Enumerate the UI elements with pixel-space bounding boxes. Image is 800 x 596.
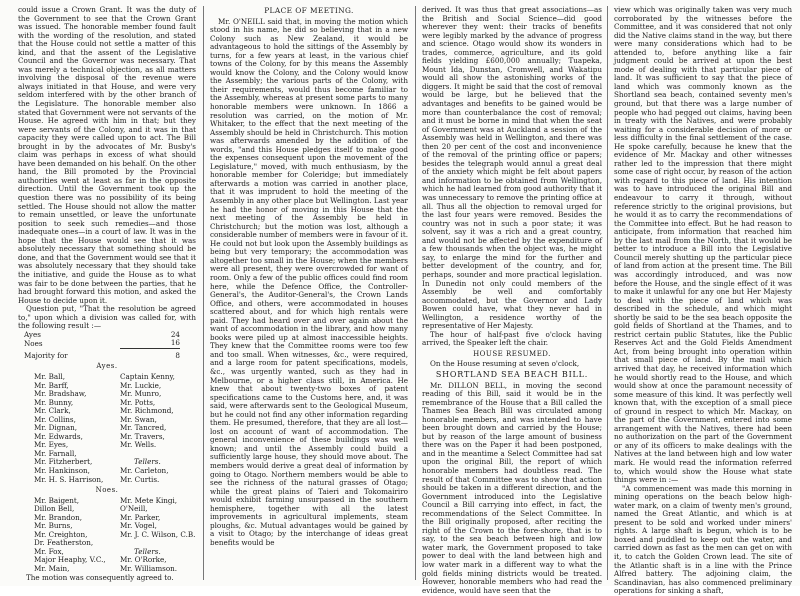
member-name: Mr. O'Rorke, [120,555,167,565]
member-name: Mr. Munro, [120,389,162,399]
member-name: Mr. Baigent, [34,495,80,505]
ayes-left-list [34,373,120,484]
section-heading: PLACE OF MEETING. [264,6,354,15]
member-name: Mr. Eyes, [34,440,69,450]
member-name: Mr. Clark, [34,406,71,416]
member-name: Major Heaphy, V.C., [34,555,106,565]
member-name: Captain Kenny, [120,371,175,381]
column-rule [607,6,608,580]
member-name: Mr. Hankinson, [34,465,90,475]
member-name: Mr. H. S. Harrison, [34,474,104,484]
column-3 [422,5,602,595]
member-name: Mr. Ball, [34,371,66,381]
resumed-heading: HOUSE RESUMED. [473,349,551,358]
member-name: Mr. Farnall, [34,448,77,458]
member-name: Mr. Richmond, [120,406,174,416]
member-name: Mr. Brandon, [34,512,83,522]
paragraph: could issue a Crown Grant. It was the duty of the Government to see that the Crown Grant was issued. The honorable member found fault with the wording of the resolution, and stated that the House could not settle a matter of this kind, and that the assent of the Legislative Council and the Governor was necessary. That was merely a technical objection, as all matters involving the disposal of the revenue were always initiated in that House, and were very seldom interfered with by the other branch of the Legislature. The honorable member also stated that Government were not servants of the House. He agreed with him in that; but they were servants of the Colony, and it was in that capacity they were called upon to act. The Bill brought in by the advocates of Mr. Busby's claim was perhaps in excess of what should have been demanded on his behalf. On the other hand, the Bill promoted by the Provincial authorities went at least as far in the opposite direction. Until the Government took up the question there was no possibility of its being settled. The House should not allow the matter to remain unsettled, or leave the unfortunate position to seek such remedies—and those inadequate ones—in a court of law. It was in the hope that the House would see that it was absolutely necessary that something should be done, and that the Government would see that it was absolutely necessary that they should take the initiative, and guide the House as to what was fair to be done between the parties, that he had brought forward this motion, and asked the House to decide upon it. [18,5,196,305]
member-name: Mr. Barff, [34,380,69,390]
paragraph: On the House resuming at seven o'clock, [430,359,580,369]
member-name: Mr. Dignan, [34,423,78,433]
ayes-names [34,373,196,484]
member-name: Mr. Bradshaw, [34,389,87,399]
member-name: Tellers. [134,457,161,467]
member-name: Mr. Main, [34,564,70,573]
column-rule [203,6,204,580]
member-name: Mr. Fitzherbert, [34,457,93,467]
member-name: Mr. Wells. [120,440,157,450]
paragraph: "A commencement was made this morning in mining operations on the beach below high-water mark, on a claim of twenty men's ground, named the Great Atlantic, and which is at present to be sold and worked under miners' rights. A large shaft is begun, which is to be boxed and puddled to keep out the water, and carried down as fast as the men can get on with it, to catch the Golden Crown lead. The site of the Atlantic shaft is in a line with the Prince Alfred battery. The adjoining claim, the Scandinavian, has also commenced preliminary operations for sinking a shaft, [614,483,792,596]
member-name: Mr. J. C. Wilson, C.B. [120,529,196,539]
majority-count: 8 [175,350,180,360]
member-name: Mr. Carleton, [120,465,169,475]
member-name: Mr. Bunny, [34,397,74,407]
member-name: Mr. Burns, [34,521,73,531]
member-name: Mr. Travers, [120,431,165,441]
ayes-label: Ayes [24,329,41,339]
member-name: Dillon Bell, [34,504,75,514]
member-name [120,450,206,459]
paragraph: Mr. O'NEILL said that, in moving the motion which stood in his name, he did so believing that in a new Colony such as New Zealand, it would be advantageous to hold the sittings of the Assembly by turns, for a few years at least, in the various chief towns of the Colony, for by this means the Assembly would know the Colony, and the Colony would know the Assembly; the various parts of the Colony, with their requirements, would thus become familiar to the Assembly, whereas at present some parts to many honorable members were unknown. In 1866 a resolution was carried, on the motion of Mr. Whitaker, to the effect that the next meeting of the Assembly should be held in Christchurch. This motion was afterwards amended by the addition of the words, "and this House pledges itself to make good the expenses consequent upon the movement of the Legislature," moved, with much enthusiasm, by the honorable member for Coleridge; but immediately afterwards a motion was carried in another place, that it was imprudent to hold the meeting of the Assembly in any other place but Wellington. Last year he had the honor of moving in this House that the next meeting of the Assembly be held in Christchurch; but the motion was lost, although a considerable number of members were in favour of it. He could not but look upon the Assembly buildings as being but very temporary; the accommodation was altogether too small in the House; when the members were all present, they were overcrowded for want of room. Only a few of the public offices could find room here, while the Defence Office, the Controller-General's, the Auditor-General's, the Crown Lands Office, and others, were accommodated in houses scattered about, and for which high rentals were paid. They had heard over and over again about the want of accommodation in the library, and how many books were piled up at almost inaccessible heights. They knew that the Committee rooms were too few and too small. When witnesses, &c., were required, and a large room for patent specifications, models, &c., was urgently wanted, such as they had in Melbourne, or a higher class still, in America. He knew that about twenty-two boxes of patent specifications came to the Customs here, and, it was said, were afterwards sent to the Geological Museum, but he could not find any other information regarding them. He presumed, therefore, that they are all lost—lost on account of want of accommodation. The general inconvenience of these buildings was well known; and until the Assembly could build a sufficiently large house, they should move about. The members would derive a great deal of information by going to Otago. Northern members would be able to see the richness of the natural grasses of Otago; while the great plains of Taieri and Tokomairiro would exhibit farming unsurpassed in the southern hemisphere, together with all the latest improvements in agricultural implements, steam ploughs, &c. Mutual advantages would be gained by a visit to Otago; by the interchange of ideas great benefits would be [210,16,408,547]
majority-label: Majority for [24,350,68,360]
paragraph: The hour of half-past five o'clock having arrived, the Speaker left the chair. [422,329,602,348]
member-name: O'Neill, [120,504,148,514]
noes-left-list [34,497,120,574]
noes-heading: Noes. [95,486,119,495]
column-1 [18,6,196,584]
member-name: Mr. Fox, [34,546,64,556]
section-heading: SHORTLAND SEA BEACH BILL. [435,369,589,379]
column-2 [210,6,408,584]
member-name: Mr. Vogel, [120,521,157,531]
member-name: Mr. Potts, [120,397,156,407]
member-name: Mr. Edwards, [34,431,83,441]
ayes-right-list [120,373,206,484]
member-name: Mr. Williamson. [120,564,178,573]
noes-label: Noes [24,338,43,348]
member-name: Mr. Creighton, [34,529,88,539]
paragraph: Mr. DILLON BELL, in moving the second reading of this Bill, said it would be in the remembrance of the House that a Bill called the Thames Sea Beach Bill was circulated among honorable members, and was intended to have been brought down and carried by the House; but by reason of the large amount of business there was on the Paper it had been postponed, and in the meantime a Select Committee had sat upon the original Bill, the report of which honorable members had doubtless read. The result of that Committee was to show that action should be taken in a different direction, and the Government introduced into the Legislative Council a Bill carrying into effect, in fact, the recommendations of the Select Committee. In the Bill originally proposed, after reciting the right of the Crown to the fore-shore, that is to say, to the sea beach between high and low water mark, the Government proposed to take power to deal with the land between high and low water mark in a different way to what the gold fields mining districts would be treated. However, honorable members who had read the evidence, would have seen that the [422,380,602,595]
member-name: Mr. Swan, [120,414,157,424]
column-4 [614,5,792,596]
member-name: Mr. Luckie, [120,380,162,390]
member-name: Dr. Featherston, [34,538,94,548]
paragraph: view which was originally taken was very much corroborated by the witnesses before the Committee, and it was considered that not only did the Native claims stand in the way, but there were many considerations which had to be attended to, before anything like a fair judgment could be arrived at upon the best mode of dealing with that particular piece of land. It was sufficient to say that the piece of land which was commonly known as the Shortland sea beach, contained seventy men's ground, but that there was a large number of people who had pegged out claims, having been in treaty with the Natives, and were probably waiting for a considerable decision of more or less difficulty in the final settlement of the case. He spoke carefully, because he knew that the evidence of Mr. Mackay and other witnesses rather led to the impression that there might some case of right occur, by reason of the action with regard to this piece of land. His intention was to have introduced the original Bill and endeavour to carry it through, without reference strictly to the original provisions, but he would it as to carry the recommendations of the Committee into effect. But he had reason to anticipate, from information that reached him by the last mail from the North, that it would be better to introduce a Bill into the Legislative Council merely shutting up the particular piece of land from action at the present time. The Bill was accordingly introduced, and was now before the House, and the single effect of it was to make it unlawful for any one but Her Majesty to deal with the piece of land which was described in the schedule, and which might shortly be said to be the sea beach opposite the gold fields of Shortland at the Thames, and to restrict certain public Statutes, like the Public Reserves Act and the Gold Fields Amendment Act, from being brought into operation within that small piece of land. By the mail which arrived that day, he received information which he would shortly read to the House, and which would show at once the paramount necessity of some measure of this kind. It was perfectly well known that, with the exception of a small piece of ground in respect to which Mr. Mackay, on the part of the Government, entered into some arrangement with the Natives, there had been no authorization on the part of the Government or any of its officers to make dealings with the Natives at the land between high and low water mark. He would read the information referred to, which would show the House what state things were in :— [614,5,792,485]
noes-right-list [120,497,206,574]
column-rule [415,6,416,580]
ayes-count: 24 [170,329,180,339]
noes-count: 16 [120,339,180,348]
noes-names [34,497,196,574]
paragraph: derived. It was thus that great associations—as the British and Social Science—did good wherever they went: their tracks of benefits were legibly marked by the advance of progress and science. Otago would show its wonders in trades, commerce, agriculture, and its gold fields yielding £600,000 annually; Tuapeka, Mount Ida, Dunstan, Cromwell, and Wakatipu would all show the astonishing works of the diggers. It might be said that the cost of removal would be large, but he believed that the advantages and benefits to be gained would be more than counterbalance the cost of removal; and it must be borne in mind that when the seat of Government was at Auckland a session of the Assembly was held in Wellington, and there was then 20 per cent of the cost and inconvenience of the removal of the printing office or papers; besides the telegraph would annul a great deal of the anxiety which might be felt about papers and information to be obtained from Wellington, which he had learned from good authority that it was unnecessary to remove the printing office at all. Thus all the objection to removal urged for the last four years were removed. Besides the country was not in such a poor state; it was solvent, say it was a rich and a great country, and would not be affected by the expenditure of a few thousands when the object was, he might say, to enlarge the mind for the further and better development of the country, and for, perhaps, sounder and more practical legislation. In Dunedin not only could members of the Assembly be well and comfortably accommodated, but the Governor and Lady Bowen could have, what they never had in Wellington, a residence worthy of the representative of Her Majesty. [422,5,602,331]
member-name: Mr. Mete Kingi, [120,495,178,505]
division-tally [24,331,180,361]
member-name: Mr. Parker, [120,512,161,522]
paragraph: Question put, "That the resolution be agreed to," upon which a division was called for, with the following result :— [18,304,196,331]
member-name: Mr. Tancred, [120,423,167,433]
member-name: Mr. Curtis. [120,474,160,484]
member-name: Mr. Collins, [34,414,76,424]
paragraph: The motion was consequently agreed to. [26,572,174,582]
member-name: Tellers. [134,546,161,556]
member-name [120,539,206,548]
ayes-heading: Ayes. [96,362,118,371]
